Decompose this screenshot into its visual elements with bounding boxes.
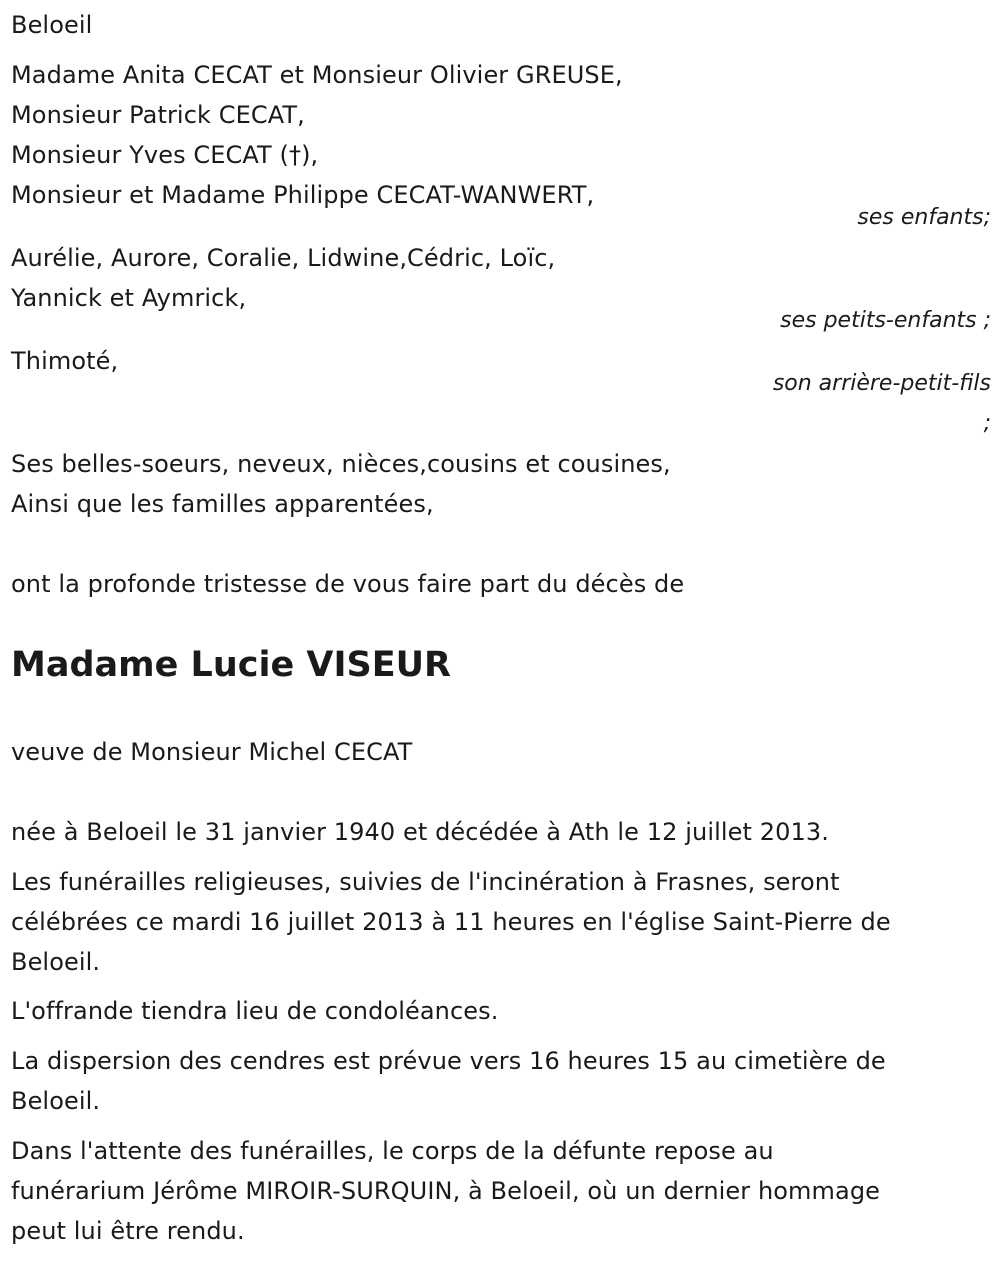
children-role: ses enfants; [857, 205, 991, 230]
grandchild-line-1: Aurélie, Aurore, Coralie, Lidwine,Cédric, Loïc, [11, 244, 556, 272]
child-line-2: Monsieur Patrick CECAT, [11, 101, 305, 129]
announcement-text: ont la profonde tristesse de vous faire part du décès de [11, 570, 685, 598]
great-grandchild-name: Thimoté, [11, 347, 119, 375]
great-grandchild-role-end: ; [983, 411, 991, 436]
obituary-page [11, 0, 991, 1265]
child-line-3: Monsieur Yves CECAT (†), [11, 141, 319, 169]
grandchildren-role: ses petits-enfants ; [780, 308, 991, 333]
child-line-1: Madame Anita CECAT et Monsieur Olivier GREUSE, [11, 61, 623, 89]
child-line-4: Monsieur et Madame Philippe CECAT-WANWERT, [11, 181, 595, 209]
birth-death-text: née à Beloeil le 31 janvier 1940 et décédée à Ath le 12 juillet 2013. [11, 818, 829, 846]
repose-line-1: Dans l'attente des funérailles, le corps de la défunte repose au [11, 1137, 774, 1165]
deceased-name: Madame Lucie VISEUR [11, 645, 451, 685]
dispersion-line-1: La dispersion des cendres est prévue vers 16 heures 15 au cimetière de [11, 1047, 886, 1075]
widow-of-text: veuve de Monsieur Michel CECAT [11, 738, 413, 766]
funeral-line-3: Beloeil. [11, 948, 101, 976]
repose-line-2: funérarium Jérôme MIROIR-SURQUIN, à Beloeil, où un dernier hommage [11, 1177, 881, 1205]
repose-line-3: peut lui être rendu. [11, 1217, 245, 1245]
offering-text: L'offrande tiendra lieu de condoléances. [11, 997, 499, 1025]
funeral-line-1: Les funérailles religieuses, suivies de l'incinération à Frasnes, seront [11, 868, 840, 896]
grandchild-line-2: Yannick et Aymrick, [11, 284, 247, 312]
relatives-line-2: Ainsi que les familles apparentées, [11, 490, 434, 518]
dispersion-line-2: Beloeil. [11, 1087, 101, 1115]
town-heading: Beloeil [11, 11, 93, 39]
great-grandchild-role: son arrière-petit-fils [772, 371, 991, 396]
relatives-line-1: Ses belles-soeurs, neveux, nièces,cousins et cousines, [11, 450, 671, 478]
funeral-line-2: célébrées ce mardi 16 juillet 2013 à 11 heures en l'église Saint-Pierre de [11, 908, 891, 936]
